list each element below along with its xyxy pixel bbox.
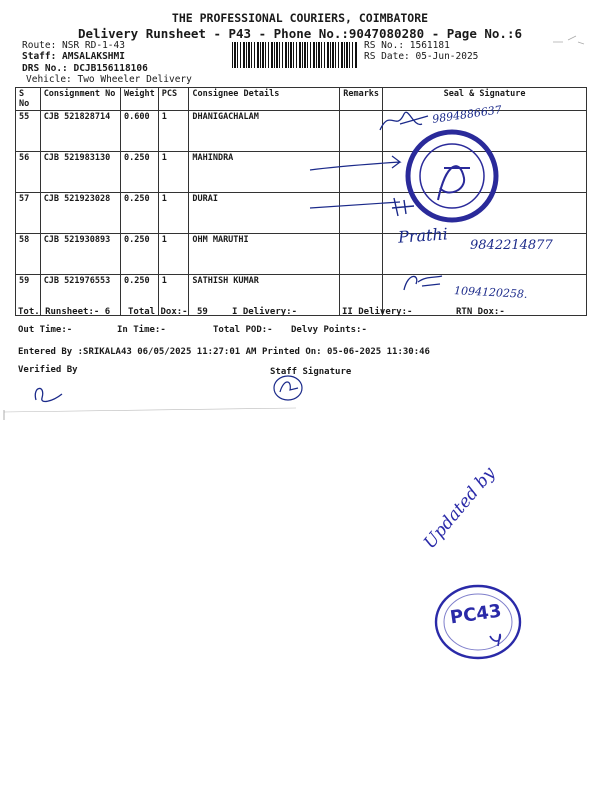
cell-weight: 0.600 <box>120 111 158 152</box>
entered-by: Entered By :SRIKALA43 06/05/2025 11:27:01 AM <box>18 347 257 357</box>
cell-sno: 55 <box>16 111 41 152</box>
vehicle-label: Vehicle: Two Wheeler Delivery <box>26 74 192 85</box>
cell-consignee: SATHISH KUMAR <box>189 275 340 316</box>
cell-consignee: DURAI <box>189 193 340 234</box>
out-time-label: Out Time:- <box>18 325 73 335</box>
staff-signature-label: Staff Signature <box>270 367 352 377</box>
barcode-graphic <box>232 42 358 68</box>
cell-sno: 59 <box>16 275 41 316</box>
cell-consignee: OHM MARUTHI <box>189 234 340 275</box>
staff-signature-icon <box>266 368 312 404</box>
pc43-stamp-text: PC43 <box>448 600 503 629</box>
total-pod-label: Total POD:- <box>213 325 273 335</box>
col-header-consignee: Consignee Details <box>189 88 340 111</box>
cell-pcs: 1 <box>158 275 189 316</box>
col-header-remarks: Remarks <box>340 88 383 111</box>
route-label: Route: NSR RD-1-43 <box>22 40 125 51</box>
printed-on: Printed On: 05-06-2025 11:30:46 <box>262 347 430 357</box>
cell-sno: 56 <box>16 152 41 193</box>
handwritten-name-row-4: Prathi <box>397 224 449 247</box>
rtn-dox-label: RTN Dox:- <box>456 307 505 317</box>
runsheet-subtitle: Delivery Runsheet - P43 - Phone No.:9047080280 - Page No.:6 <box>77 26 522 41</box>
rs-date: RS Date: 05-Jun-2025 <box>364 51 479 62</box>
cell-consignee: MAHINDRA <box>189 152 340 193</box>
updated-by-note: Updated by <box>420 463 500 553</box>
col-header-weight: Weight <box>120 88 158 111</box>
total-dox-value: 59 <box>197 307 208 317</box>
rs-number: RS No.: 1561181 <box>364 40 450 51</box>
cell-consignment: CJB 521828714 <box>40 111 120 152</box>
total-dox-label: Total Dox:- <box>128 307 188 317</box>
cell-consignment: CJB 521930893 <box>40 234 120 275</box>
signature-row-5-icon <box>400 268 450 298</box>
i-delivery-label: I Delivery:- <box>232 307 298 317</box>
staff-label: Staff: AMSALAKSHMI <box>22 51 125 62</box>
col-header-consignment: Consignment No <box>40 88 120 111</box>
cell-weight: 0.250 <box>120 193 158 234</box>
delvy-points-label: Delvy Points:- <box>291 325 367 335</box>
handwritten-number-row-4: 9842214877 <box>470 238 553 253</box>
cell-pcs: 1 <box>158 193 189 234</box>
cell-sno: 57 <box>16 193 41 234</box>
total-runsheet: Tot. Runsheet:- 6 <box>18 307 111 317</box>
cell-pcs: 1 <box>158 234 189 275</box>
cell-consignment: CJB 521976553 <box>40 275 120 316</box>
col-header-pcs: PCS <box>158 88 189 111</box>
cell-weight: 0.250 <box>120 275 158 316</box>
drs-number: DRS No.: DCJB156118106 <box>22 63 148 74</box>
cell-pcs: 1 <box>158 111 189 152</box>
cell-consignee: DHANIGACHALAM <box>189 111 340 152</box>
ii-delivery-label: II Delivery:- <box>342 307 413 317</box>
verified-by-label: Verified By <box>18 365 78 375</box>
cell-weight: 0.250 <box>120 152 158 193</box>
cell-weight: 0.250 <box>120 234 158 275</box>
cell-remarks <box>340 234 383 275</box>
handwritten-number-row-1: 9894886637 <box>431 103 503 126</box>
cell-pcs: 1 <box>158 152 189 193</box>
col-header-sno: S No <box>16 88 41 111</box>
scan-line-icon <box>0 404 300 422</box>
handwritten-number-row-5: 1094120258. <box>453 284 528 301</box>
col-header-seal: Seal & Signature <box>383 88 587 111</box>
in-time-label: In Time:- <box>117 325 166 335</box>
company-title: THE PROFESSIONAL COURIERS, COIMBATORE <box>171 11 429 25</box>
cell-consignment: CJB 521983130 <box>40 152 120 193</box>
cell-sno: 58 <box>16 234 41 275</box>
cell-consignment: CJB 521923028 <box>40 193 120 234</box>
scan-mark-icon <box>548 30 588 50</box>
signature-row-3-icon <box>388 194 428 220</box>
